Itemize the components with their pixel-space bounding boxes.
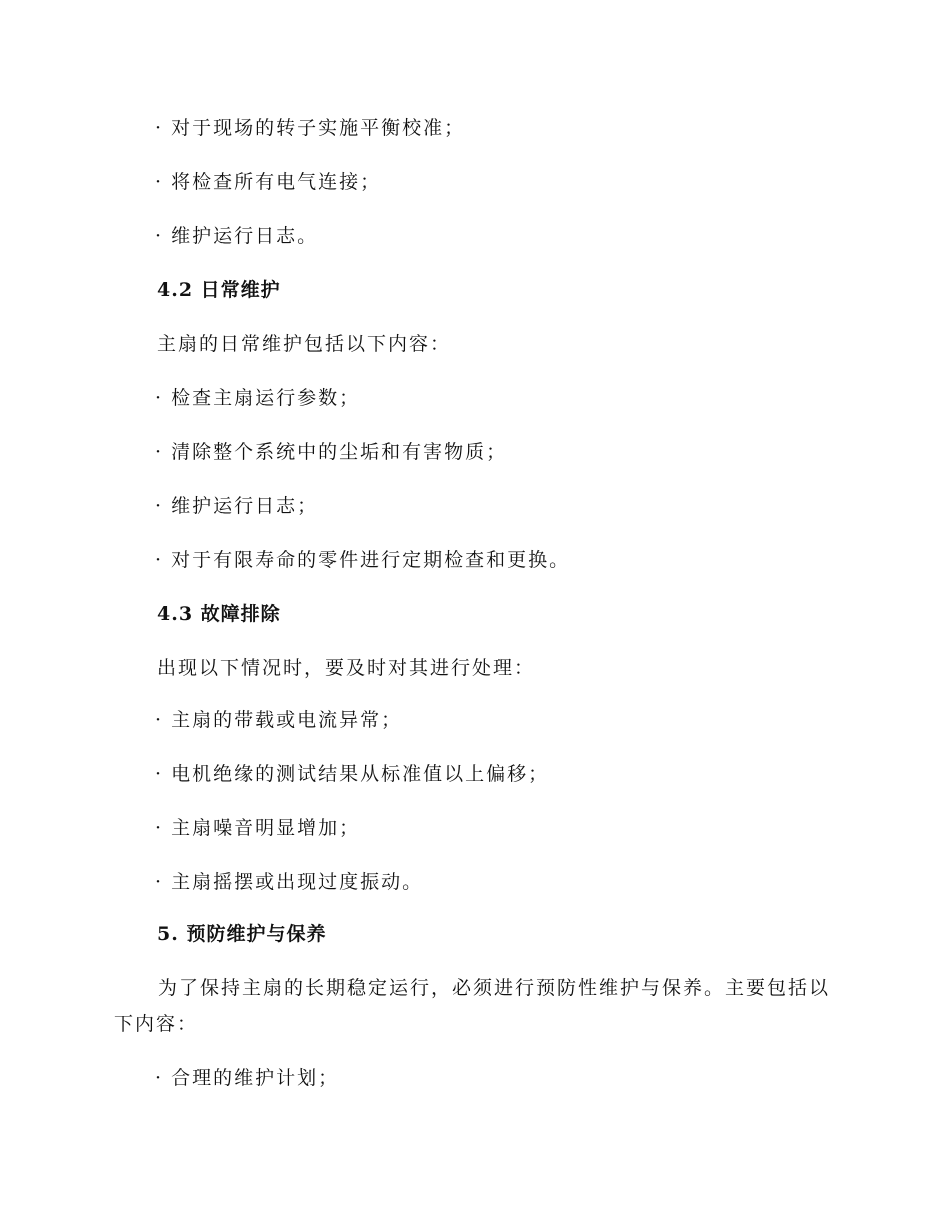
bullet-item: · 电机绝缘的测试结果从标准值以上偏移； [155, 763, 550, 785]
section-intro: 出现以下情况时，要及时对其进行处理： [157, 657, 536, 679]
bullet-item: · 检查主扇运行参数； [155, 387, 361, 409]
bullet-item: · 将检查所有电气连接； [155, 171, 382, 193]
bullet-item: · 主扇的带载或电流异常； [155, 709, 403, 731]
bullet-item: · 对于有限寿命的零件进行定期检查和更换。 [155, 549, 571, 571]
section-heading-5: 5. 预防维护与保养 [157, 923, 327, 945]
bullet-item: · 清除整个系统中的尘垢和有害物质； [155, 441, 508, 463]
bullet-item: · 对于现场的转子实施平衡校准； [155, 117, 466, 139]
bullet-item: · 合理的维护计划； [155, 1067, 340, 1089]
section-heading-4-3: 4.3 故障排除 [157, 603, 281, 625]
section-intro: 主扇的日常维护包括以下内容： [157, 333, 452, 355]
bullet-item: · 维护运行日志。 [155, 225, 319, 247]
section-heading-4-2: 4.2 日常维护 [157, 279, 281, 301]
bullet-item: · 主扇摇摆或出现过度振动。 [155, 871, 424, 893]
bullet-item: · 维护运行日志； [155, 495, 319, 517]
section-paragraph: 为了保持主扇的长期稳定运行，必须进行预防性维护与保养。主要包括以下内容： [114, 977, 831, 1035]
bullet-item: · 主扇噪音明显增加； [155, 817, 361, 839]
